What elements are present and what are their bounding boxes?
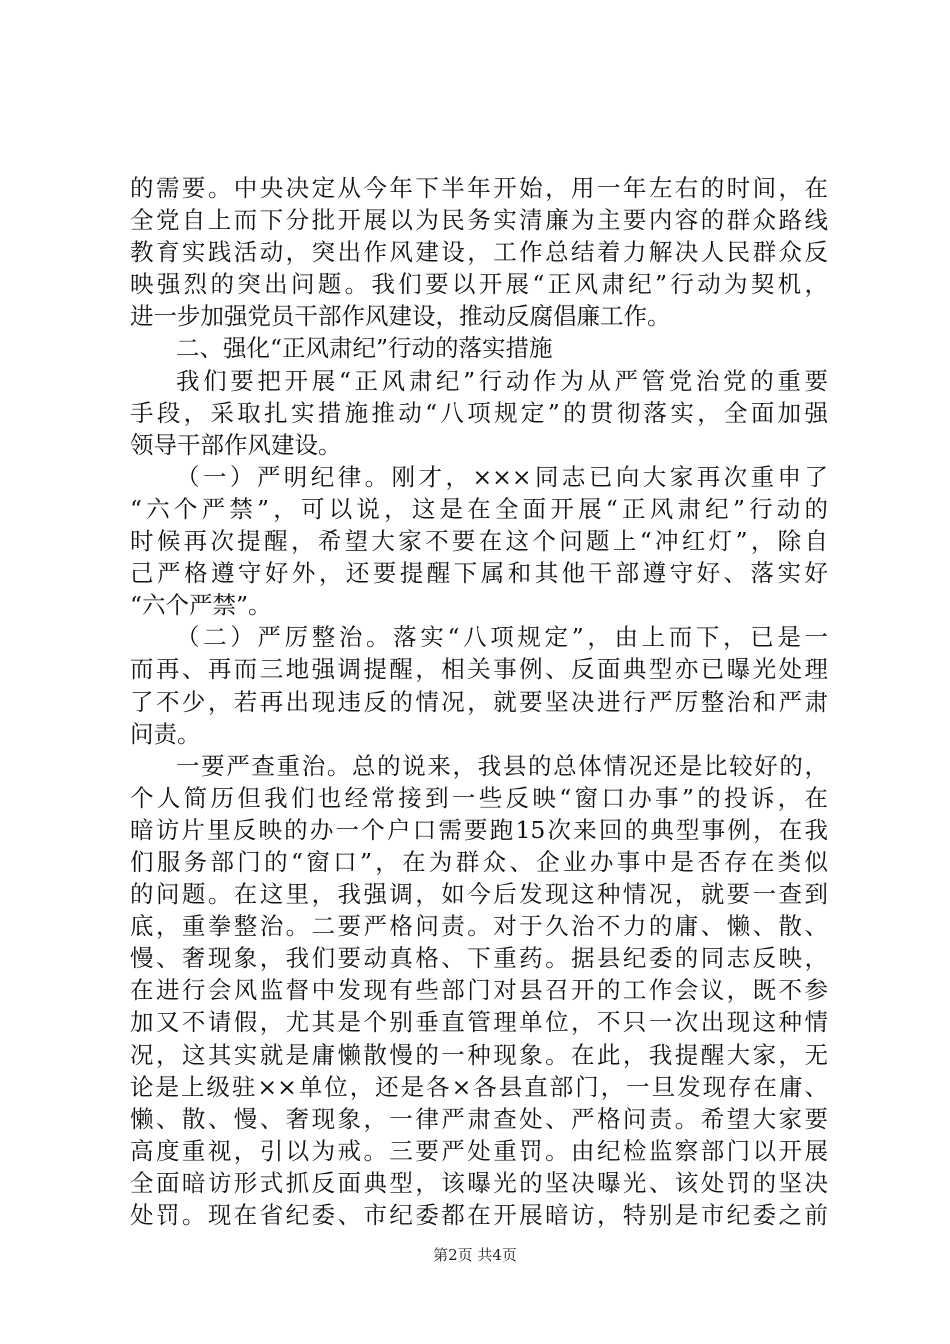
text-line: 一要严查重治。总的说来，我县的总体情况还是比较好的， <box>176 751 828 780</box>
text-line: 二、强化“正风肃纪”行动的落实措施 <box>176 334 553 363</box>
text-line: （二）严厉整治。落实“八项规定”，由上而下，已是一 <box>176 623 828 652</box>
text-line: 教育实践活动，突出作风建设，工作总结着力解决人民群众反 <box>130 238 828 267</box>
text-line: 在进行会风监督中发现有些部门对县召开的工作会议，既不参 <box>130 976 828 1005</box>
text-line: 底，重拳整治。二要严格问责。对于久治不力的庸、懒、散、 <box>130 912 828 941</box>
text-line: 了不少，若再出现违反的情况，就要坚决进行严厉整治和严肃 <box>130 687 828 716</box>
text-line: 处罚。现在省纪委、市纪委都在开展暗访，特别是市纪委之前 <box>130 1201 828 1229</box>
text-line: 映强烈的突出问题。我们要以开展“正风肃纪”行动为契机， <box>130 270 828 299</box>
text-line: 加又不请假，尤其是个别垂直管理单位，不只一次出现这种情 <box>130 1008 828 1037</box>
text-line: 时候再次提醒，希望大家不要在这个问题上“冲红灯”，除自 <box>130 527 828 556</box>
text-line: 全面暗访形式抓反面典型，该曝光的坚决曝光、该处罚的坚决 <box>130 1168 828 1197</box>
text-line: 况，这其实就是庸懒散慢的一种现象。在此，我提醒大家，无 <box>130 1040 828 1069</box>
text-line: 个人简历但我们也经常接到一些反映“窗口办事”的投诉，在 <box>130 783 828 812</box>
text-line: （一）严明纪律。刚才，×××同志已向大家再次重申了 <box>176 462 828 491</box>
text-line: 进一步加强党员干部作风建设，推动反腐倡廉工作。 <box>130 302 671 331</box>
text-line: 论是上级驻××单位，还是各×各县直部门，一旦发现存在庸、 <box>130 1072 828 1101</box>
text-line: 己严格遵守好外，还要提醒下属和其他干部遵守好、落实好 <box>130 559 828 588</box>
text-line: 领导干部作风建设。 <box>130 430 342 459</box>
text-line: 暗访片里反映的办一个户口需要跑15次来回的典型事例，在我 <box>130 815 828 844</box>
text-line: 慢、奢现象，我们要动真格、下重药。据县纪委的同志反映， <box>130 944 828 973</box>
text-line: “六个严禁”，可以说，这是在全面开展“正风肃纪”行动的 <box>130 494 828 523</box>
text-line: 我们要把开展“正风肃纪”行动作为从严管党治党的重要 <box>176 366 828 395</box>
text-line: 高度重视，引以为戒。三要严处重罚。由纪检监察部门以开展 <box>130 1136 828 1165</box>
text-line: 懒、散、慢、奢现象，一律严肃查处、严格问责。希望大家要 <box>130 1104 828 1133</box>
text-line: 们服务部门的“窗口”，在为群众、企业办事中是否存在类似 <box>130 847 828 876</box>
text-line: “六个严禁”。 <box>130 591 272 620</box>
text-line: 问责。 <box>130 719 201 748</box>
text-line: 手段，采取扎实措施推动“八项规定”的贯彻落实，全面加强 <box>130 398 828 427</box>
text-line: 而再、再而三地强调提醒，相关事例、反面典型亦已曝光处理 <box>130 655 828 684</box>
document-body-text <box>130 172 828 1231</box>
text-line: 的问题。在这里，我强调，如今后发现这种情况，就要一查到 <box>130 880 828 909</box>
page-number-footer: 第2页 共4页 <box>433 1246 517 1264</box>
text-line: 的需要。中央决定从今年下半年开始，用一年左右的时间，在 <box>130 174 828 202</box>
text-line: 全党自上而下分批开展以为民务实清廉为主要内容的群众路线 <box>130 206 828 235</box>
